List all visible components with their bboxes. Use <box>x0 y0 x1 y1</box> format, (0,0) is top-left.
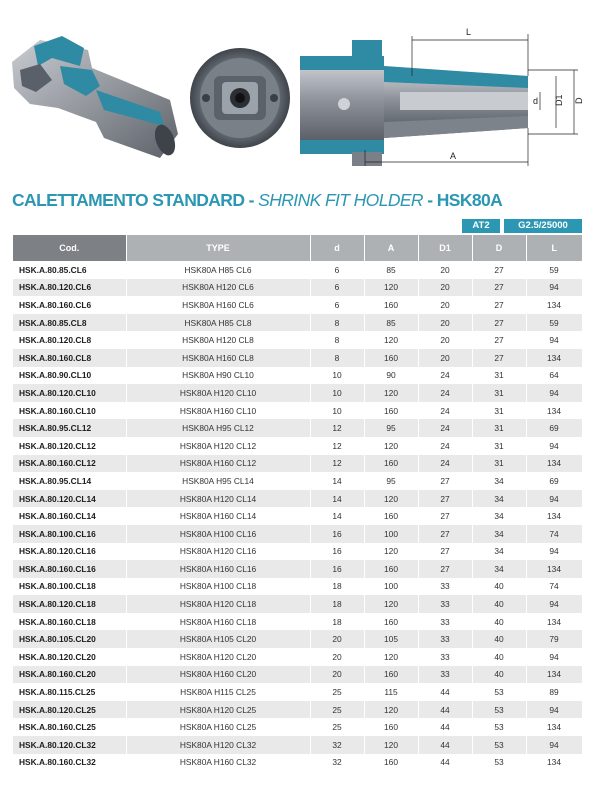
cell-a: 100 <box>364 578 418 596</box>
cell-a: 160 <box>364 560 418 578</box>
cell-l: 134 <box>526 296 582 314</box>
cell-l: 94 <box>526 490 582 508</box>
cell-a: 160 <box>364 718 418 736</box>
table-row <box>13 578 582 596</box>
table-row <box>13 314 582 332</box>
cell-l: 74 <box>526 525 582 543</box>
cell-code: HSK.A.80.120.CL10 <box>13 384 126 402</box>
cell-d1: 33 <box>418 578 472 596</box>
cell-a: 160 <box>364 349 418 367</box>
table-row <box>13 296 582 314</box>
cell-a: 95 <box>364 419 418 437</box>
cell-diameter: 34 <box>472 507 526 525</box>
balance-badge: G2.5/25000 <box>504 219 582 233</box>
cell-d: 16 <box>310 560 364 578</box>
cell-a: 120 <box>364 490 418 508</box>
cell-diameter: 34 <box>472 543 526 561</box>
cell-a: 120 <box>364 331 418 349</box>
cell-diameter: 34 <box>472 525 526 543</box>
cell-diameter: 40 <box>472 595 526 613</box>
cell-a: 120 <box>364 595 418 613</box>
cell-diameter: 31 <box>472 419 526 437</box>
cell-l: 94 <box>526 543 582 561</box>
cell-type: HSK80A H160 CL32 <box>126 754 310 772</box>
cell-d: 25 <box>310 701 364 719</box>
cell-d: 6 <box>310 279 364 297</box>
cell-diameter: 27 <box>472 331 526 349</box>
cell-d1: 24 <box>418 437 472 455</box>
cell-type: HSK80A H160 CL16 <box>126 560 310 578</box>
cell-d: 10 <box>310 402 364 420</box>
cell-d: 14 <box>310 507 364 525</box>
cell-d: 20 <box>310 666 364 684</box>
cell-d: 25 <box>310 718 364 736</box>
spec-badges <box>462 219 582 233</box>
cell-d1: 27 <box>418 507 472 525</box>
cell-l: 94 <box>526 701 582 719</box>
dimension-label-D: D <box>574 97 584 104</box>
cell-l: 94 <box>526 595 582 613</box>
cell-a: 120 <box>364 648 418 666</box>
table-row <box>13 455 582 473</box>
product-drawings <box>0 0 595 185</box>
table-body <box>13 261 582 771</box>
cell-l: 134 <box>526 666 582 684</box>
cell-l: 89 <box>526 683 582 701</box>
cell-diameter: 31 <box>472 384 526 402</box>
cell-d: 8 <box>310 349 364 367</box>
table-row <box>13 701 582 719</box>
cell-d1: 44 <box>418 701 472 719</box>
cell-d: 32 <box>310 754 364 772</box>
cell-a: 120 <box>364 701 418 719</box>
cell-l: 134 <box>526 754 582 772</box>
cell-type: HSK80A H100 CL16 <box>126 525 310 543</box>
cell-d: 32 <box>310 736 364 754</box>
cell-type: HSK80A H120 CL18 <box>126 595 310 613</box>
cell-type: HSK80A H160 CL6 <box>126 296 310 314</box>
cell-code: HSK.A.80.115.CL25 <box>13 683 126 701</box>
cell-type: HSK80A H120 CL14 <box>126 490 310 508</box>
cell-l: 134 <box>526 402 582 420</box>
cell-d1: 20 <box>418 331 472 349</box>
cell-d: 14 <box>310 490 364 508</box>
table-row <box>13 367 582 385</box>
cell-type: HSK80A H160 CL10 <box>126 402 310 420</box>
cell-d1: 44 <box>418 754 472 772</box>
cell-type: HSK80A H120 CL25 <box>126 701 310 719</box>
title-part2: SHRINK FIT HOLDER <box>258 190 423 210</box>
cell-code: HSK.A.80.95.CL14 <box>13 472 126 490</box>
cell-d1: 33 <box>418 613 472 631</box>
cell-diameter: 53 <box>472 718 526 736</box>
cell-a: 160 <box>364 613 418 631</box>
cell-d1: 20 <box>418 279 472 297</box>
cell-type: HSK80A H120 CL8 <box>126 331 310 349</box>
cell-diameter: 31 <box>472 367 526 385</box>
cell-a: 120 <box>364 437 418 455</box>
cell-a: 100 <box>364 525 418 543</box>
dimension-label-D1: D1 <box>554 94 564 106</box>
title-separator: - <box>244 190 259 210</box>
dimension-label-L: L <box>466 27 472 37</box>
cell-a: 95 <box>364 472 418 490</box>
cell-l: 94 <box>526 384 582 402</box>
cell-a: 120 <box>364 384 418 402</box>
table-row <box>13 279 582 297</box>
cell-d: 14 <box>310 472 364 490</box>
cell-type: HSK80A H160 CL25 <box>126 718 310 736</box>
table-row <box>13 736 582 754</box>
cell-a: 160 <box>364 455 418 473</box>
cutaway-3d-view <box>12 36 179 158</box>
cell-code: HSK.A.80.95.CL12 <box>13 419 126 437</box>
cell-type: HSK80A H85 CL8 <box>126 314 310 332</box>
cell-d1: 20 <box>418 296 472 314</box>
cell-d1: 33 <box>418 666 472 684</box>
cell-type: HSK80A H160 CL18 <box>126 613 310 631</box>
table-row <box>13 543 582 561</box>
page-title <box>12 190 592 214</box>
cell-diameter: 27 <box>472 261 526 279</box>
table-row <box>13 331 582 349</box>
cell-diameter: 53 <box>472 754 526 772</box>
cell-l: 79 <box>526 630 582 648</box>
cell-l: 59 <box>526 261 582 279</box>
cell-l: 94 <box>526 279 582 297</box>
cell-diameter: 27 <box>472 314 526 332</box>
cell-type: HSK80A H100 CL18 <box>126 578 310 596</box>
cell-l: 134 <box>526 455 582 473</box>
cell-a: 160 <box>364 507 418 525</box>
cell-l: 134 <box>526 507 582 525</box>
cell-l: 69 <box>526 419 582 437</box>
cell-code: HSK.A.80.120.CL25 <box>13 701 126 719</box>
cell-a: 160 <box>364 296 418 314</box>
cell-code: HSK.A.80.120.CL32 <box>13 736 126 754</box>
cell-type: HSK80A H160 CL14 <box>126 507 310 525</box>
cell-code: HSK.A.80.160.CL16 <box>13 560 126 578</box>
cell-type: HSK80A H120 CL10 <box>126 384 310 402</box>
table-row <box>13 437 582 455</box>
cell-l: 69 <box>526 472 582 490</box>
cell-d: 25 <box>310 683 364 701</box>
cell-diameter: 40 <box>472 648 526 666</box>
table-row <box>13 525 582 543</box>
cell-d1: 24 <box>418 367 472 385</box>
cell-l: 134 <box>526 613 582 631</box>
cell-d: 12 <box>310 419 364 437</box>
cell-code: HSK.A.80.85.CL6 <box>13 261 126 279</box>
cell-type: HSK80A H160 CL12 <box>126 455 310 473</box>
table-row <box>13 595 582 613</box>
column-header-type: TYPE <box>126 235 310 261</box>
cell-d1: 27 <box>418 525 472 543</box>
cell-l: 94 <box>526 437 582 455</box>
cell-a: 120 <box>364 543 418 561</box>
cell-a: 105 <box>364 630 418 648</box>
cell-code: HSK.A.80.120.CL18 <box>13 595 126 613</box>
column-header-d: d <box>310 235 364 261</box>
cell-diameter: 27 <box>472 279 526 297</box>
cell-d1: 33 <box>418 630 472 648</box>
cell-code: HSK.A.80.160.CL14 <box>13 507 126 525</box>
cell-diameter: 31 <box>472 455 526 473</box>
cell-d: 8 <box>310 314 364 332</box>
cell-diameter: 53 <box>472 701 526 719</box>
title-part1: CALETTAMENTO STANDARD <box>12 190 245 210</box>
table-row <box>13 683 582 701</box>
cell-d1: 20 <box>418 349 472 367</box>
cell-a: 120 <box>364 279 418 297</box>
table-row <box>13 402 582 420</box>
cell-d: 10 <box>310 367 364 385</box>
cell-type: HSK80A H120 CL32 <box>126 736 310 754</box>
column-header-cod: Cod. <box>13 235 126 261</box>
table-header-row <box>13 235 582 261</box>
cell-diameter: 40 <box>472 630 526 648</box>
table-row <box>13 648 582 666</box>
cell-d: 18 <box>310 613 364 631</box>
cell-a: 160 <box>364 402 418 420</box>
table-row <box>13 349 582 367</box>
column-header-l: L <box>526 235 582 261</box>
cell-type: HSK80A H115 CL25 <box>126 683 310 701</box>
cell-d1: 44 <box>418 718 472 736</box>
cell-d: 16 <box>310 525 364 543</box>
cell-type: HSK80A H85 CL6 <box>126 261 310 279</box>
cell-a: 85 <box>364 314 418 332</box>
cell-type: HSK80A H120 CL16 <box>126 543 310 561</box>
cell-diameter: 40 <box>472 578 526 596</box>
cell-a: 120 <box>364 736 418 754</box>
table-row <box>13 754 582 772</box>
cell-a: 115 <box>364 683 418 701</box>
cell-l: 134 <box>526 560 582 578</box>
cell-d1: 20 <box>418 261 472 279</box>
cell-code: HSK.A.80.160.CL20 <box>13 666 126 684</box>
cell-diameter: 34 <box>472 560 526 578</box>
cell-type: HSK80A H95 CL12 <box>126 419 310 437</box>
cell-code: HSK.A.80.160.CL18 <box>13 613 126 631</box>
cell-l: 74 <box>526 578 582 596</box>
cell-type: HSK80A H90 CL10 <box>126 367 310 385</box>
column-header-diameter: D <box>472 235 526 261</box>
cell-code: HSK.A.80.160.CL12 <box>13 455 126 473</box>
cell-a: 160 <box>364 754 418 772</box>
table-row <box>13 490 582 508</box>
table-row <box>13 419 582 437</box>
cell-code: HSK.A.80.160.CL32 <box>13 754 126 772</box>
cell-d1: 27 <box>418 490 472 508</box>
cell-code: HSK.A.80.120.CL8 <box>13 331 126 349</box>
cell-l: 94 <box>526 648 582 666</box>
spec-table <box>13 235 583 771</box>
dimension-label-d: d <box>533 96 539 106</box>
cell-type: HSK80A H120 CL12 <box>126 437 310 455</box>
cell-type: HSK80A H160 CL8 <box>126 349 310 367</box>
cell-d1: 27 <box>418 560 472 578</box>
cell-d: 6 <box>310 296 364 314</box>
cell-code: HSK.A.80.100.CL18 <box>13 578 126 596</box>
table-row <box>13 666 582 684</box>
cell-d1: 24 <box>418 402 472 420</box>
cell-a: 160 <box>364 666 418 684</box>
cell-d: 18 <box>310 578 364 596</box>
side-section-view <box>300 40 528 166</box>
cell-code: HSK.A.80.120.CL20 <box>13 648 126 666</box>
cell-diameter: 27 <box>472 296 526 314</box>
table-row <box>13 718 582 736</box>
cell-d1: 33 <box>418 595 472 613</box>
cell-d1: 24 <box>418 419 472 437</box>
cell-code: HSK.A.80.160.CL25 <box>13 718 126 736</box>
cell-a: 85 <box>364 261 418 279</box>
cell-diameter: 31 <box>472 402 526 420</box>
table-row <box>13 472 582 490</box>
cell-code: HSK.A.80.105.CL20 <box>13 630 126 648</box>
cell-a: 90 <box>364 367 418 385</box>
cell-d1: 33 <box>418 648 472 666</box>
cell-diameter: 27 <box>472 349 526 367</box>
table-row <box>13 261 582 279</box>
cell-code: HSK.A.80.100.CL16 <box>13 525 126 543</box>
cell-diameter: 40 <box>472 613 526 631</box>
cell-d: 18 <box>310 595 364 613</box>
cell-code: HSK.A.80.120.CL16 <box>13 543 126 561</box>
cell-d: 12 <box>310 437 364 455</box>
cell-diameter: 34 <box>472 490 526 508</box>
table-row <box>13 630 582 648</box>
table-row <box>13 613 582 631</box>
cell-d1: 24 <box>418 455 472 473</box>
column-header-d1: D1 <box>418 235 472 261</box>
dimension-label-A: A <box>450 151 457 161</box>
cell-type: HSK80A H120 CL20 <box>126 648 310 666</box>
cell-d: 20 <box>310 630 364 648</box>
end-face-view <box>190 48 290 148</box>
cell-code: HSK.A.80.160.CL10 <box>13 402 126 420</box>
cell-d1: 27 <box>418 543 472 561</box>
cell-code: HSK.A.80.120.CL12 <box>13 437 126 455</box>
title-part3: HSK80A <box>436 190 503 210</box>
cell-d: 8 <box>310 331 364 349</box>
cell-l: 94 <box>526 331 582 349</box>
cell-d1: 27 <box>418 472 472 490</box>
cell-diameter: 40 <box>472 666 526 684</box>
cell-d: 16 <box>310 543 364 561</box>
cell-d: 10 <box>310 384 364 402</box>
cell-type: HSK80A H105 CL20 <box>126 630 310 648</box>
cell-diameter: 53 <box>472 736 526 754</box>
cell-d1: 24 <box>418 384 472 402</box>
cell-code: HSK.A.80.120.CL14 <box>13 490 126 508</box>
cell-code: HSK.A.80.160.CL6 <box>13 296 126 314</box>
column-header-a: A <box>364 235 418 261</box>
table-row <box>13 384 582 402</box>
cell-l: 64 <box>526 367 582 385</box>
cell-type: HSK80A H160 CL20 <box>126 666 310 684</box>
cell-d1: 44 <box>418 736 472 754</box>
tolerance-badge: AT2 <box>462 219 500 233</box>
cell-d: 12 <box>310 455 364 473</box>
cell-l: 134 <box>526 718 582 736</box>
cell-d1: 20 <box>418 314 472 332</box>
cell-type: HSK80A H120 CL6 <box>126 279 310 297</box>
cell-code: HSK.A.80.85.CL8 <box>13 314 126 332</box>
cell-code: HSK.A.80.90.CL10 <box>13 367 126 385</box>
cell-l: 134 <box>526 349 582 367</box>
title-separator: - <box>422 190 437 210</box>
table-row <box>13 560 582 578</box>
cell-type: HSK80A H95 CL14 <box>126 472 310 490</box>
cell-code: HSK.A.80.160.CL8 <box>13 349 126 367</box>
cell-l: 59 <box>526 314 582 332</box>
cell-diameter: 34 <box>472 472 526 490</box>
cell-l: 94 <box>526 736 582 754</box>
table-row <box>13 507 582 525</box>
cell-d1: 44 <box>418 683 472 701</box>
cell-diameter: 53 <box>472 683 526 701</box>
cell-d: 20 <box>310 648 364 666</box>
cell-diameter: 31 <box>472 437 526 455</box>
cell-code: HSK.A.80.120.CL6 <box>13 279 126 297</box>
cell-d: 6 <box>310 261 364 279</box>
